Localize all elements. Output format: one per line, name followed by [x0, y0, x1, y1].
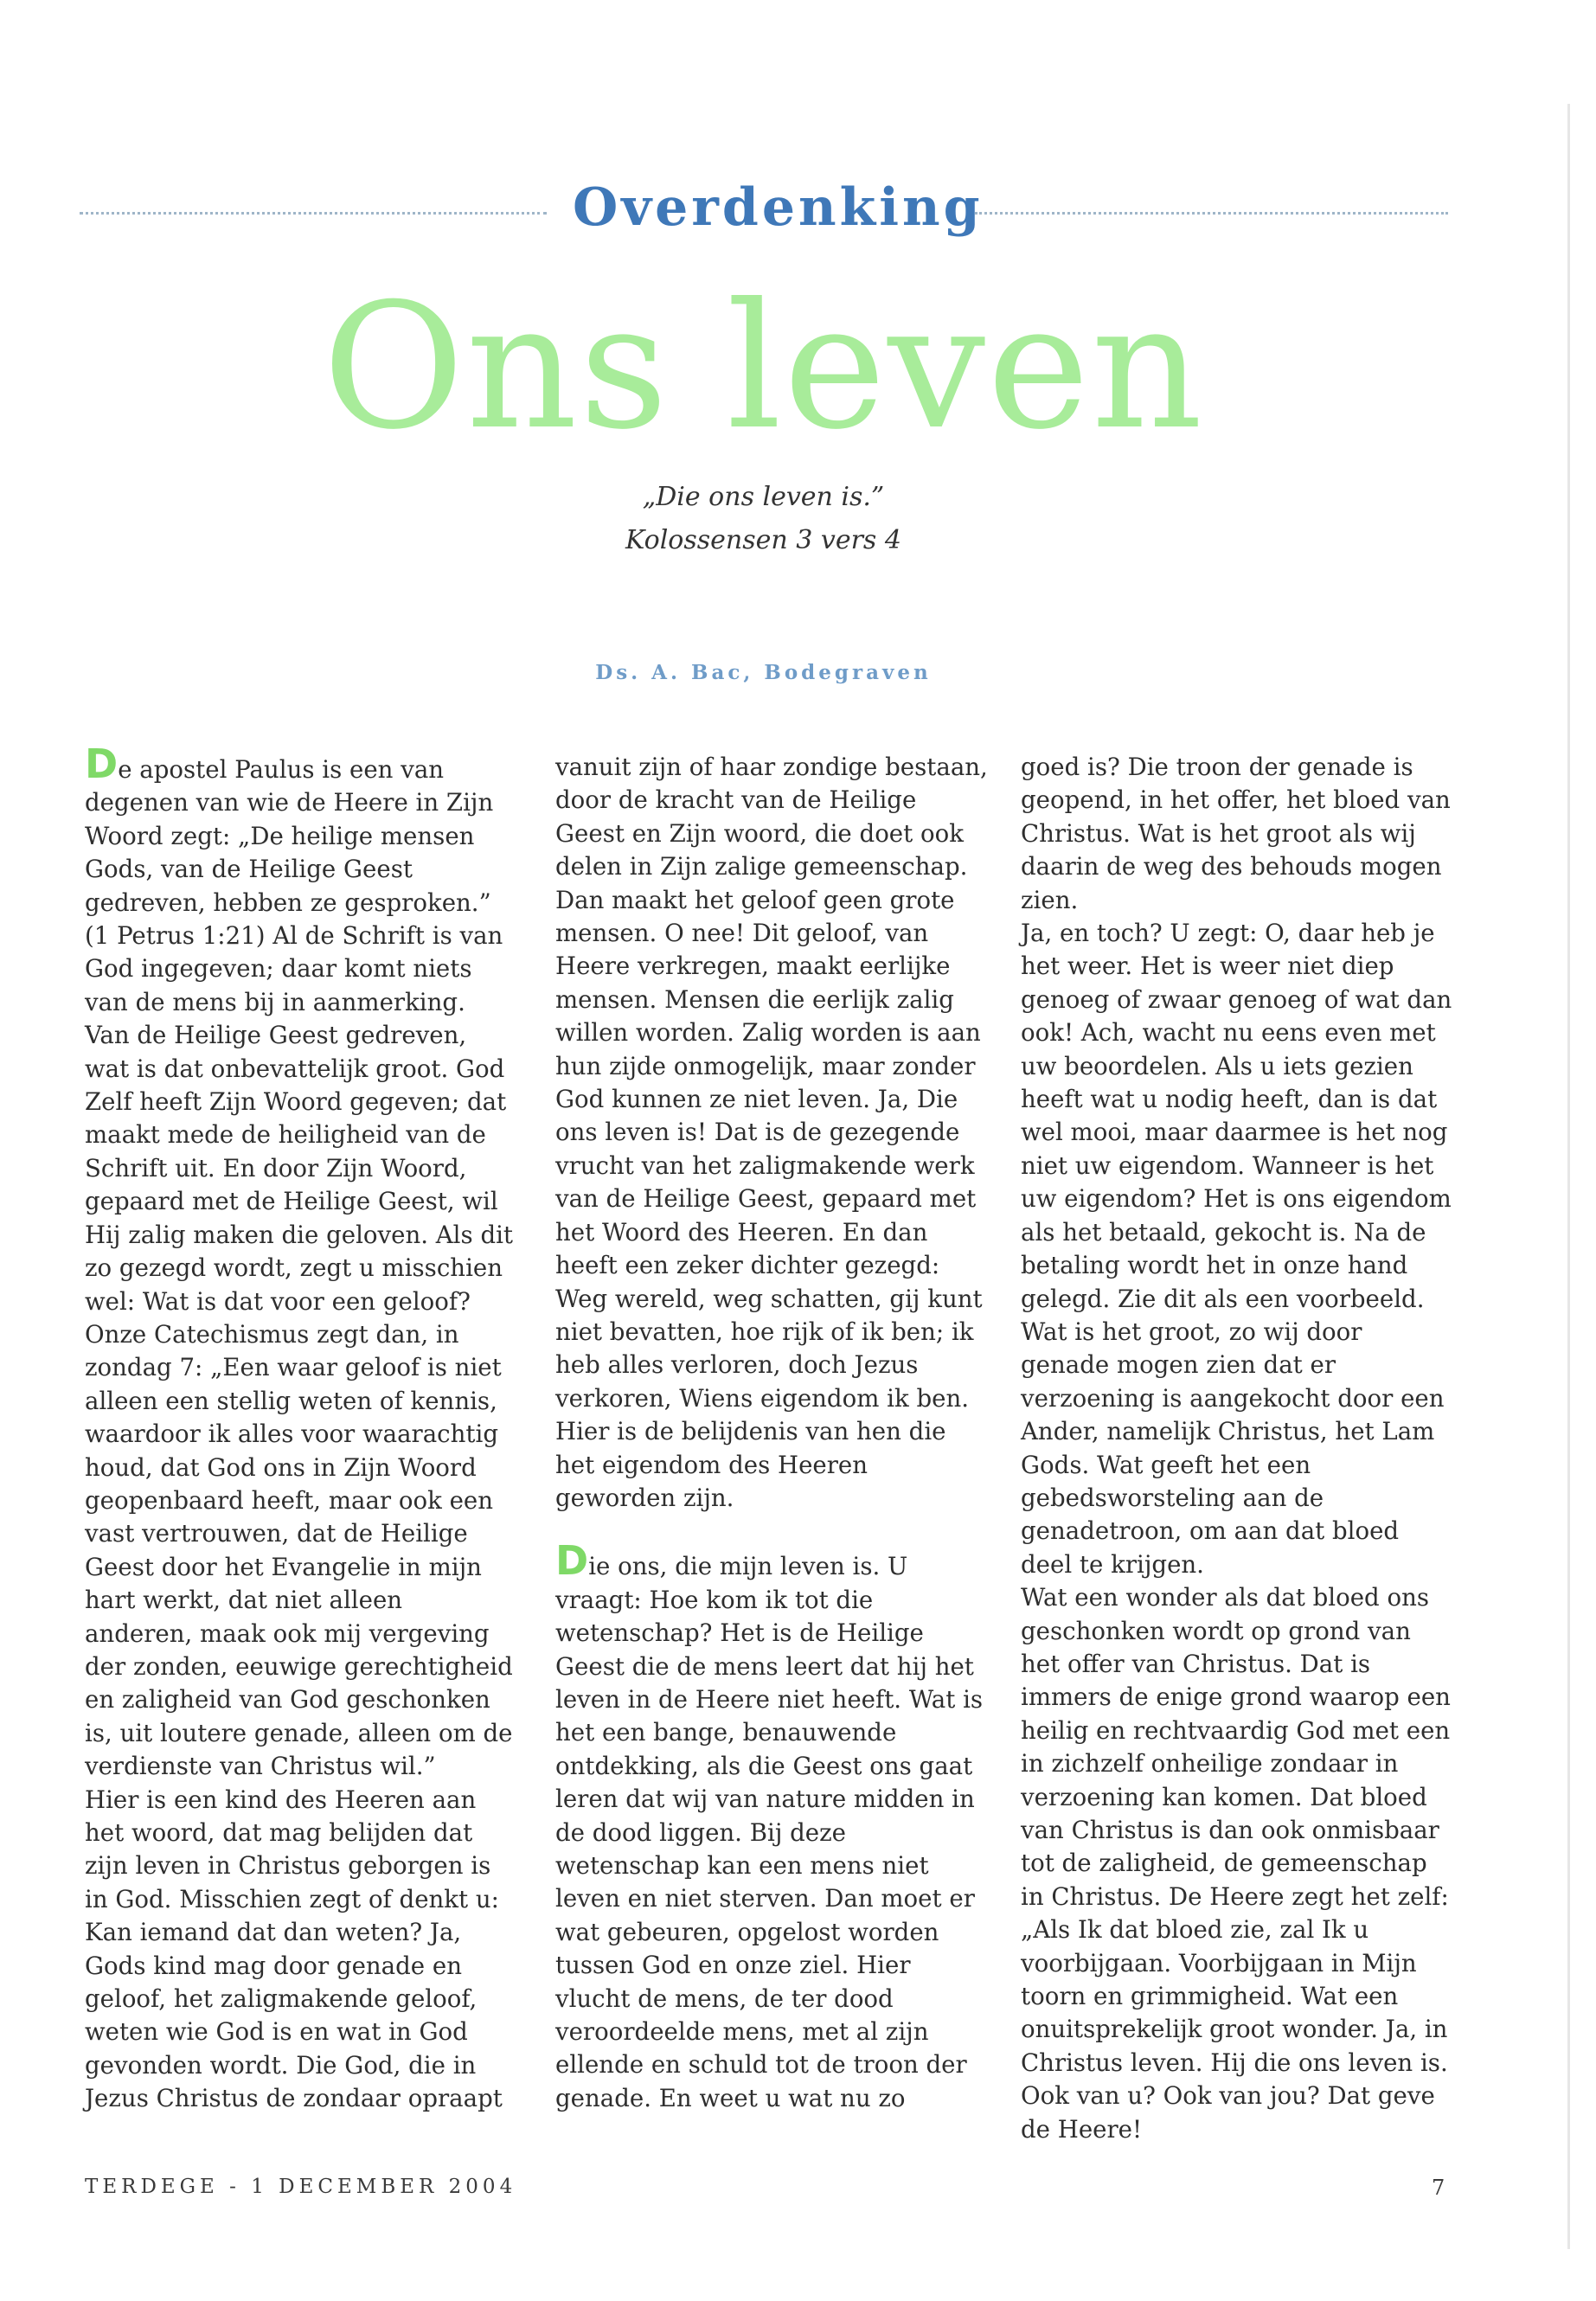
- quote-reference: Kolossensen 3 vers 4: [625, 525, 901, 555]
- quote-text: „Die ons leven is.”: [642, 482, 885, 512]
- publication-footer: TERDEGE - 1 DECEMBER 2004: [85, 2176, 517, 2198]
- paragraph: Dan maakt het geloof geen grote mensen. O nee! Dit geloof, van Heere verkregen, maakt eerlijke mensen. Mensen die eerlijk zalig willen worden. Zalig worden is aan hun zijde onmogelijk, maar zonder God kunnen ze niet leven. Ja, Die ons leven is! Dat is de gezegende vrucht van het zaligmakende werk van de Heilige Geest, gepaard met het Woord des Heeren. En dan heeft een zeker dichter gezegd: Weg wereld, weg schatten, gij kunt niet bevatten, hoe rijk of ik ben; ik heb alles verloren, doch Jezus verkoren, Wiens eigendom ik ben. Hier is de belijdenis van hen die het eigendom des Heeren geworden zijn.: [555, 885, 983, 1512]
- paragraph-text: ie ons, die mijn leven is. U vraagt: Hoe kom ik tot die wetenschap? Het is de Heilige Geest die de mens leert dat hij het leven in de Heere niet heeft. Wat is het een bange, benauwende ontdekking, als die Geest ons gaat leren dat wij van nature midden in de dood liggen. Bij deze wetenschap kan een mens niet leven en niet sterven. Dan moet er wat gebeuren, opgelost worden tussen God en onze ziel. Hier vlucht de mens, de ter dood veroordeelde mens, met al zijn ellende en schuld tot de troon der genade. En weet u wat nu zo: [555, 1552, 984, 2112]
- paragraph-text: e apostel Paulus is een van degenen van wie de Heere in Zijn Woord zegt: „De heilige mensen Gods, van de Heilige Geest gedreven, hebben ze gesproken.” (1 Petrus 1:21) Al de Schrift is van God ingegeven; daar komt niets van de mens bij in aanmerking. Van de Heilige Geest gedreven, wat is dat onbevattelijk groot. God Zelf heeft Zijn Woord gegeven; dat maakt mede de heiligheid van de Schrift uit. En door Zijn Woord, gepaard met de Heilige Geest, wil Hij zalig maken die geloven. Als dit zo gezegd wordt, zegt u misschien wel: Wat is dat voor een geloof?: [85, 755, 514, 1316]
- paragraph-gap: [555, 1515, 988, 1548]
- paragraph: [555, 1537, 988, 2115]
- section-header: [80, 177, 1448, 247]
- page-number: 7: [1432, 2176, 1445, 2200]
- scripture-quote: [0, 476, 1527, 562]
- article-column-2: [555, 751, 988, 2115]
- article-column-3: [1021, 751, 1453, 2146]
- article-column-1: [85, 740, 517, 2116]
- paragraph: Wat een wonder als dat bloed ons geschonken wordt op grond van het offer van Christus. Dat is immers de enige grond waarop een heilig en rechtvaardig God met een in zichzelf onheilige zondaar in verzoening kan komen. Dat bloed van Christus is dan ook onmisbaar tot de zaligheid, de gemeenschap in Christus. De Heere zegt het zelf: „Als Ik dat bloed zie, zal Ik u voorbijgaan. Voorbijgaan in Mijn toorn en grimmigheid. Wat een onuitsprekelijk groot wonder. Ja, in Christus leven. Hij die ons leven is. Ook van u? Ook van jou? Dat geve de Heere!: [1021, 1583, 1451, 2144]
- drop-cap: D: [555, 1537, 589, 1585]
- author-byline: Ds. A. Bac, Bodegraven: [595, 661, 932, 684]
- dotted-rule-left: [80, 212, 547, 215]
- article-title: Ons leven: [322, 266, 1205, 468]
- drop-cap: D: [85, 740, 119, 787]
- paragraph: [85, 740, 517, 1318]
- paragraph: Hier is een kind des Heeren aan het woord, dat mag belijden dat zijn leven in Christus geborgen is in God. Misschien zegt of denkt u: Kan iemand dat dan weten? Ja, Gods kind mag door genade en geloof, het zaligmakende geloof, weten wie God is en wat in God gevonden wordt. Die God, die in Jezus Christus de zondaar opraapt: [85, 1785, 503, 2113]
- paragraph: Wat is het groot, zo wij door genade mogen zien dat er verzoening is aangekocht door een Ander, namelijk Christus, het Lam Gods. Wat geeft het een gebedsworsteling aan de genadetroon, om aan dat bloed deel te krijgen.: [1021, 1317, 1445, 1579]
- paragraph: vanuit zijn of haar zondige bestaan, door de kracht van de Heilige Geest en Zijn woord, die doet ook delen in Zijn zalige gemeenschap.: [555, 753, 988, 881]
- dotted-rule-right: [975, 212, 1448, 215]
- paragraph: Onze Catechismus zegt dan, in zondag 7: „Een waar geloof is niet alleen een stellig weten of kennis, waardoor ik alles voor waarachtig houd, dat God ons in Zijn Woord geopenbaard heeft, maar ook een vast vertrouwen, dat de Heilige Geest door het Evangelie in mijn hart werkt, dat niet alleen anderen, maak ook mij vergeving der zonden, eeuwige gerechtigheid en zaligheid van God geschonken is, uit loutere genade, alleen om de verdienste van Christus wil.”: [85, 1319, 513, 1781]
- paragraph: Ja, en toch? U zegt: O, daar heb je het weer. Het is weer niet diep genoeg of zwaar genoeg of wat dan ook! Ach, wacht nu eens even met uw beoordelen. Als u iets gezien heeft wat u nodig heeft, dan is dat wel mooi, maar daarmee is het nog niet uw eigendom. Wanneer is het uw eigendom? Het is ons eigendom als het betaald, gekocht is. Na de betaling wordt het in onze hand gelegd. Zie dit als een voorbeeld.: [1021, 919, 1452, 1313]
- section-label: Overdenking: [573, 177, 984, 238]
- page-edge: [1567, 104, 1570, 2249]
- paragraph: goed is? Die troon der genade is geopend, in het offer, het bloed van Christus. Wat is het groot als wij daarin de weg des behouds mogen zien.: [1021, 753, 1451, 914]
